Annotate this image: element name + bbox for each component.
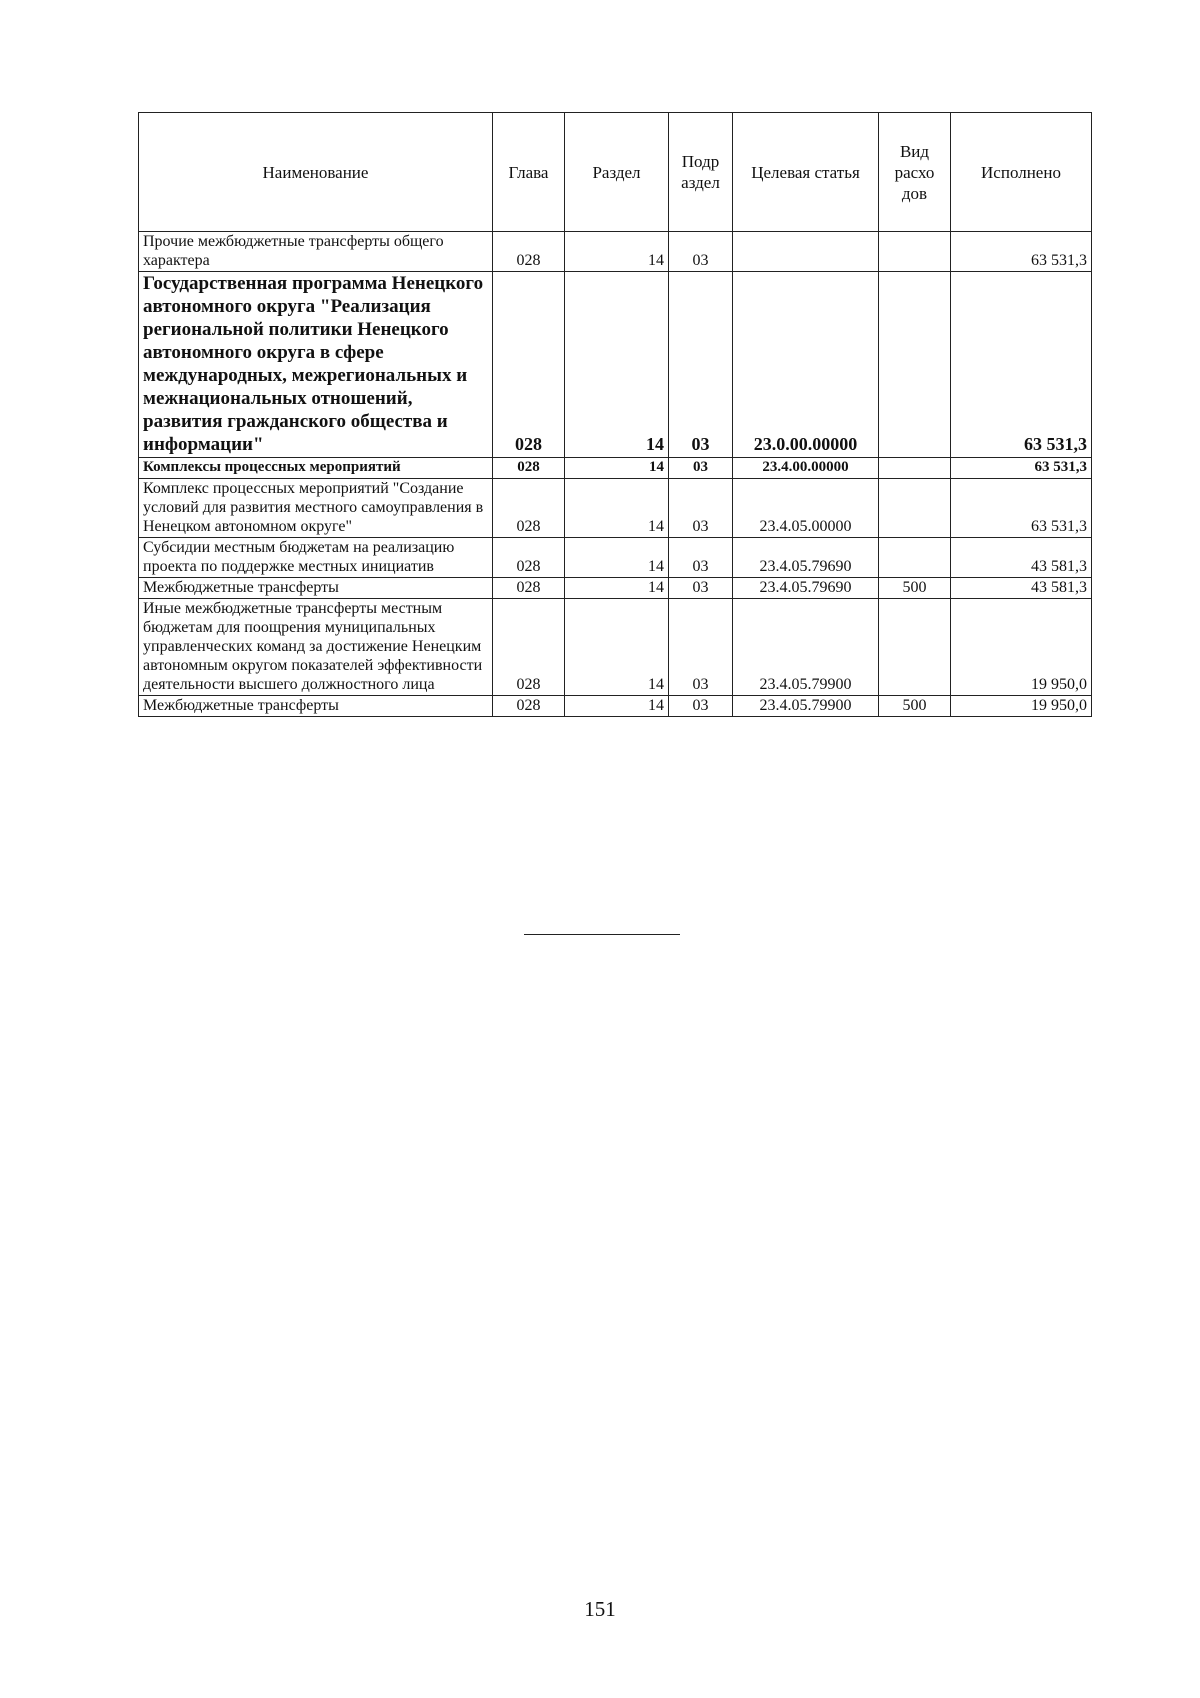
cell-glava: 028 bbox=[493, 696, 565, 717]
cell-razdel: 14 bbox=[565, 538, 669, 578]
cell-tselevaya: 23.4.05.79900 bbox=[733, 599, 879, 696]
cell-podrazdel: 03 bbox=[669, 696, 733, 717]
cell-ispolneno: 19 950,0 bbox=[951, 696, 1092, 717]
header-tselevaya bbox=[733, 113, 879, 232]
cell-tselevaya: 23.4.05.79690 bbox=[733, 538, 879, 578]
cell-podrazdel: 03 bbox=[669, 578, 733, 599]
cell-vid bbox=[879, 538, 951, 578]
cell-name: Межбюджетные трансферты bbox=[139, 696, 493, 717]
cell-vid bbox=[879, 599, 951, 696]
cell-razdel: 14 bbox=[565, 232, 669, 272]
cell-ispolneno: 19 950,0 bbox=[951, 599, 1092, 696]
cell-name: Комплекс процессных мероприятий "Создание условий для развития местного самоуправления в Ненецком автономном округе" bbox=[139, 479, 493, 538]
cell-podrazdel: 03 bbox=[669, 599, 733, 696]
cell-podrazdel: 03 bbox=[669, 272, 733, 458]
cell-podrazdel: 03 bbox=[669, 458, 733, 479]
cell-name: Прочие межбюджетные трансферты общего характера bbox=[139, 232, 493, 272]
cell-vid: 500 bbox=[879, 578, 951, 599]
cell-razdel: 14 bbox=[565, 578, 669, 599]
header-podrazdel-text: Подр аздел bbox=[681, 152, 720, 192]
cell-ispolneno: 63 531,3 bbox=[951, 479, 1092, 538]
cell-ispolneno: 63 531,3 bbox=[951, 272, 1092, 458]
page-number: 151 bbox=[584, 1597, 616, 1621]
header-vid bbox=[879, 113, 951, 232]
cell-vid bbox=[879, 232, 951, 272]
cell-vid bbox=[879, 479, 951, 538]
cell-ispolneno: 63 531,3 bbox=[951, 232, 1092, 272]
cell-tselevaya: 23.4.05.79900 bbox=[733, 696, 879, 717]
cell-razdel: 14 bbox=[565, 458, 669, 479]
header-name: Наименование bbox=[139, 113, 493, 232]
table-row bbox=[139, 479, 1092, 538]
header-glava: Глава bbox=[493, 113, 565, 232]
table-row bbox=[139, 272, 1092, 458]
table-row bbox=[139, 458, 1092, 479]
cell-name: Комплексы процессных мероприятий bbox=[139, 458, 493, 479]
cell-ispolneno: 43 581,3 bbox=[951, 538, 1092, 578]
cell-glava: 028 bbox=[493, 232, 565, 272]
table-row bbox=[139, 578, 1092, 599]
header-podrazdel bbox=[669, 113, 733, 232]
cell-glava: 028 bbox=[493, 479, 565, 538]
cell-glava: 028 bbox=[493, 538, 565, 578]
cell-podrazdel: 03 bbox=[669, 479, 733, 538]
cell-name: Иные межбюджетные трансферты местным бюджетам для поощрения муниципальных управленческих команд за достижение Ненецким автономным округом показателей эффективности деятельности высшего должностного лица bbox=[139, 599, 493, 696]
cell-ispolneno: 63 531,3 bbox=[951, 458, 1092, 479]
cell-vid bbox=[879, 458, 951, 479]
table-header-row bbox=[139, 113, 1092, 232]
cell-razdel: 14 bbox=[565, 479, 669, 538]
cell-tselevaya: 23.4.05.00000 bbox=[733, 479, 879, 538]
cell-razdel: 14 bbox=[565, 696, 669, 717]
cell-razdel: 14 bbox=[565, 599, 669, 696]
table-row bbox=[139, 696, 1092, 717]
cell-name: Межбюджетные трансферты bbox=[139, 578, 493, 599]
cell-glava: 028 bbox=[493, 599, 565, 696]
cell-razdel: 14 bbox=[565, 272, 669, 458]
budget-table bbox=[138, 112, 1092, 717]
cell-vid bbox=[879, 272, 951, 458]
header-ispolneno: Исполнено bbox=[951, 113, 1092, 232]
cell-ispolneno: 43 581,3 bbox=[951, 578, 1092, 599]
cell-glava: 028 bbox=[493, 458, 565, 479]
cell-tselevaya: 23.4.00.00000 bbox=[733, 458, 879, 479]
cell-podrazdel: 03 bbox=[669, 232, 733, 272]
cell-tselevaya: 23.4.05.79690 bbox=[733, 578, 879, 599]
cell-name: Государственная программа Ненецкого автономного округа "Реализация региональной политики Ненецкого автономного округа в сфере международных, межрегиональных и межнациональных отношений, развития гражданского общества и информации" bbox=[139, 272, 493, 458]
header-vid-text: Вид расхо дов bbox=[894, 141, 935, 203]
cell-vid: 500 bbox=[879, 696, 951, 717]
cell-podrazdel: 03 bbox=[669, 538, 733, 578]
separator-line bbox=[524, 934, 680, 935]
table-row bbox=[139, 599, 1092, 696]
cell-name: Субсидии местным бюджетам на реализацию проекта по поддержке местных инициатив bbox=[139, 538, 493, 578]
table-row bbox=[139, 538, 1092, 578]
cell-tselevaya bbox=[733, 232, 879, 272]
table-row bbox=[139, 232, 1092, 272]
cell-tselevaya: 23.0.00.00000 bbox=[733, 272, 879, 458]
header-razdel: Раздел bbox=[565, 113, 669, 232]
cell-glava: 028 bbox=[493, 272, 565, 458]
header-tselevaya-text: Целевая статья bbox=[751, 162, 860, 182]
cell-glava: 028 bbox=[493, 578, 565, 599]
